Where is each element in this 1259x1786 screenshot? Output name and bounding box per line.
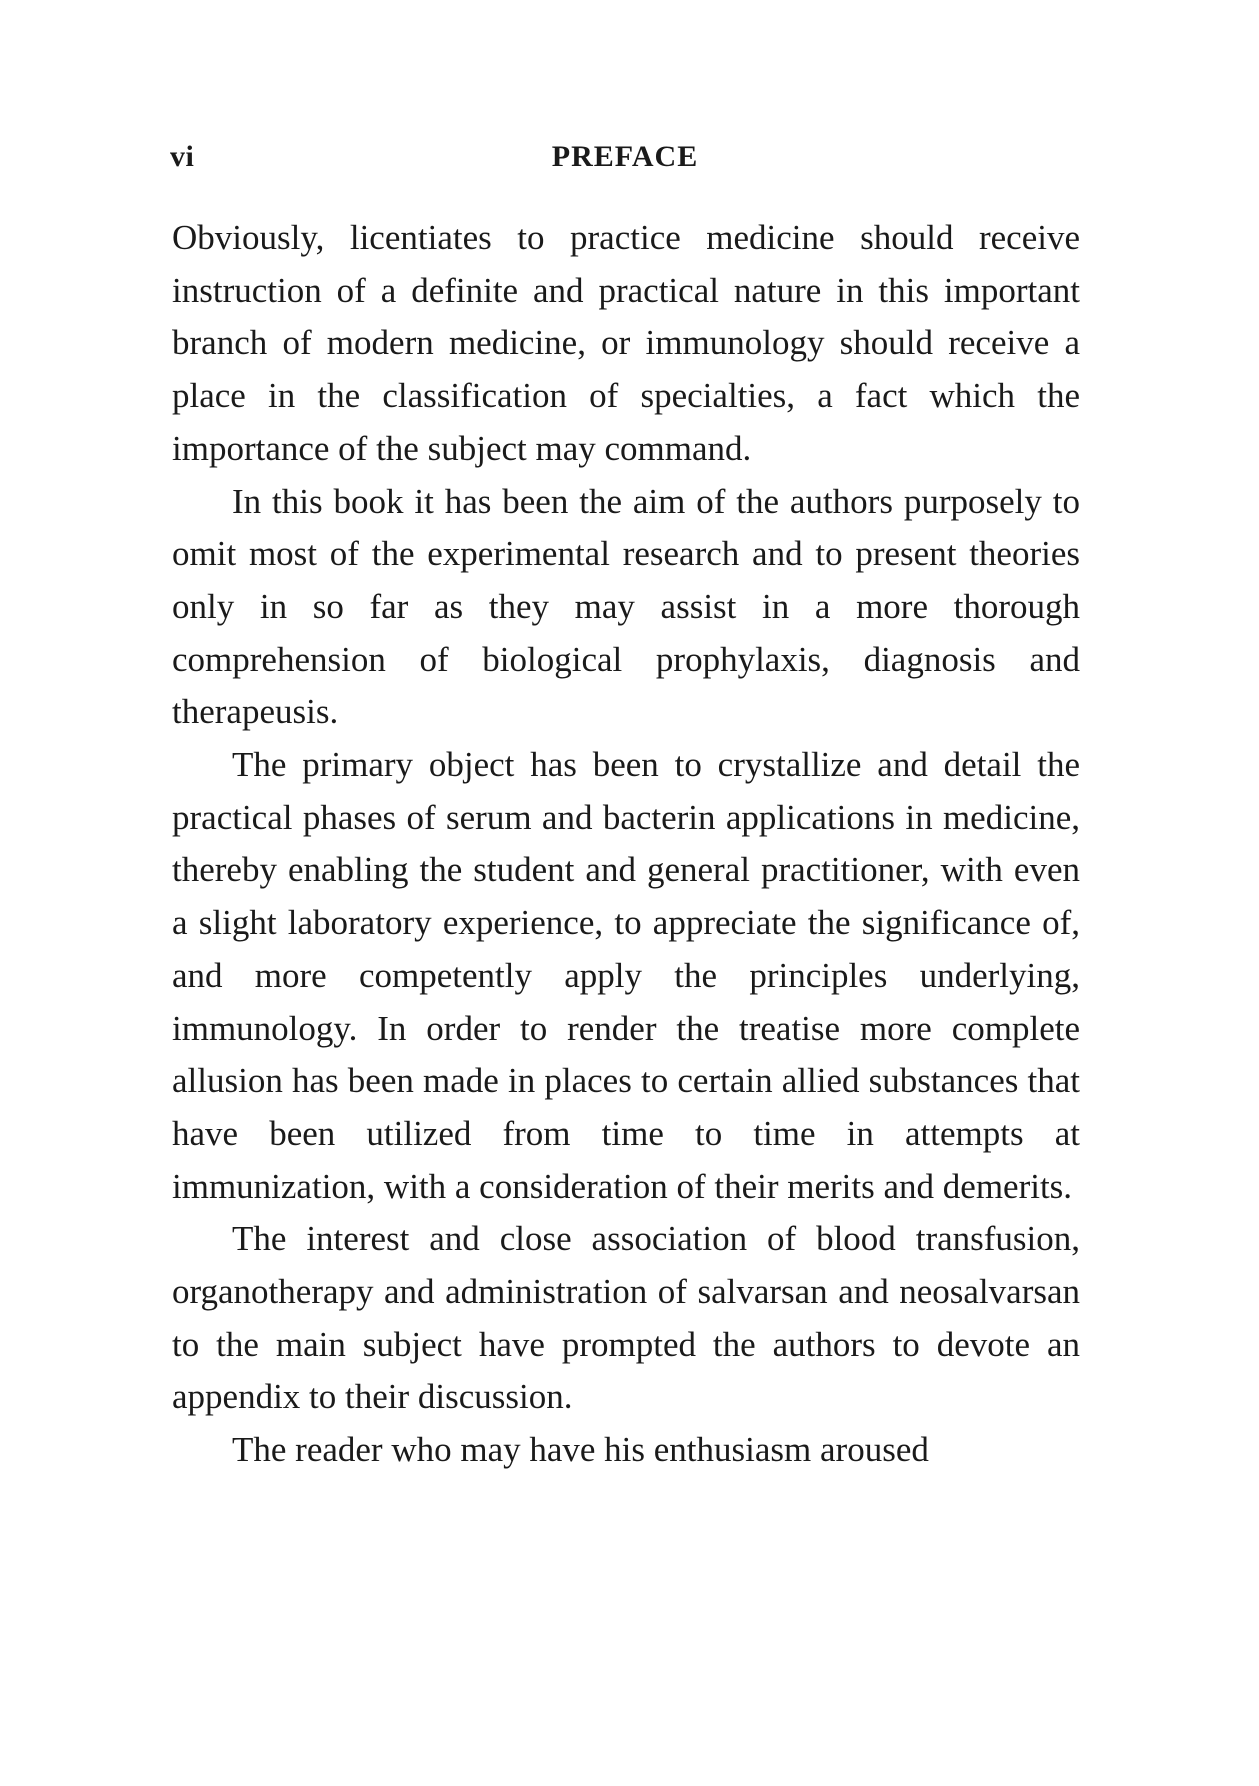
paragraph: In this book it has been the aim of the authors purposely to omit most of the experimental research and to present theories only in so far as they may assist in a more thorough comprehension of biological prophylaxis, diagnosis and therapeusis. xyxy=(172,481,1080,732)
paragraph-continues: The reader who may have his enthusiasm aroused xyxy=(232,1430,929,1470)
page-header xyxy=(170,140,1080,180)
paragraph: The primary object has been to crystallize and detail the practical phases of serum and bacterin applications in medicine, thereby enabling the student and general practitioner, with even a slight laboratory experience, to appreciate the significance of, and more competently apply the principles underlying, immunology. In order to render the treatise more complete allusion has been made in places to certain allied substances that have been utilized from time to time in attempts at immunization, with a consideration of their merits and demerits. xyxy=(172,745,1080,1206)
preface-body xyxy=(172,212,1080,1477)
paragraph: The interest and close association of blood transfusion, organotherapy and administration of salvarsan and neosalvarsan to the main subject have prompted the authors to devote an appendix to their discussion. xyxy=(172,1219,1080,1417)
paragraph-continued: Obviously, licentiates to practice medicine should receive instruction of a definite and practical nature in this important branch of modern medicine, or immunology should receive a place in the classification of specialties, a fact which the importance of the subject may command. xyxy=(172,218,1080,468)
running-title: PREFACE xyxy=(551,140,699,173)
page-number: vi xyxy=(170,140,195,173)
